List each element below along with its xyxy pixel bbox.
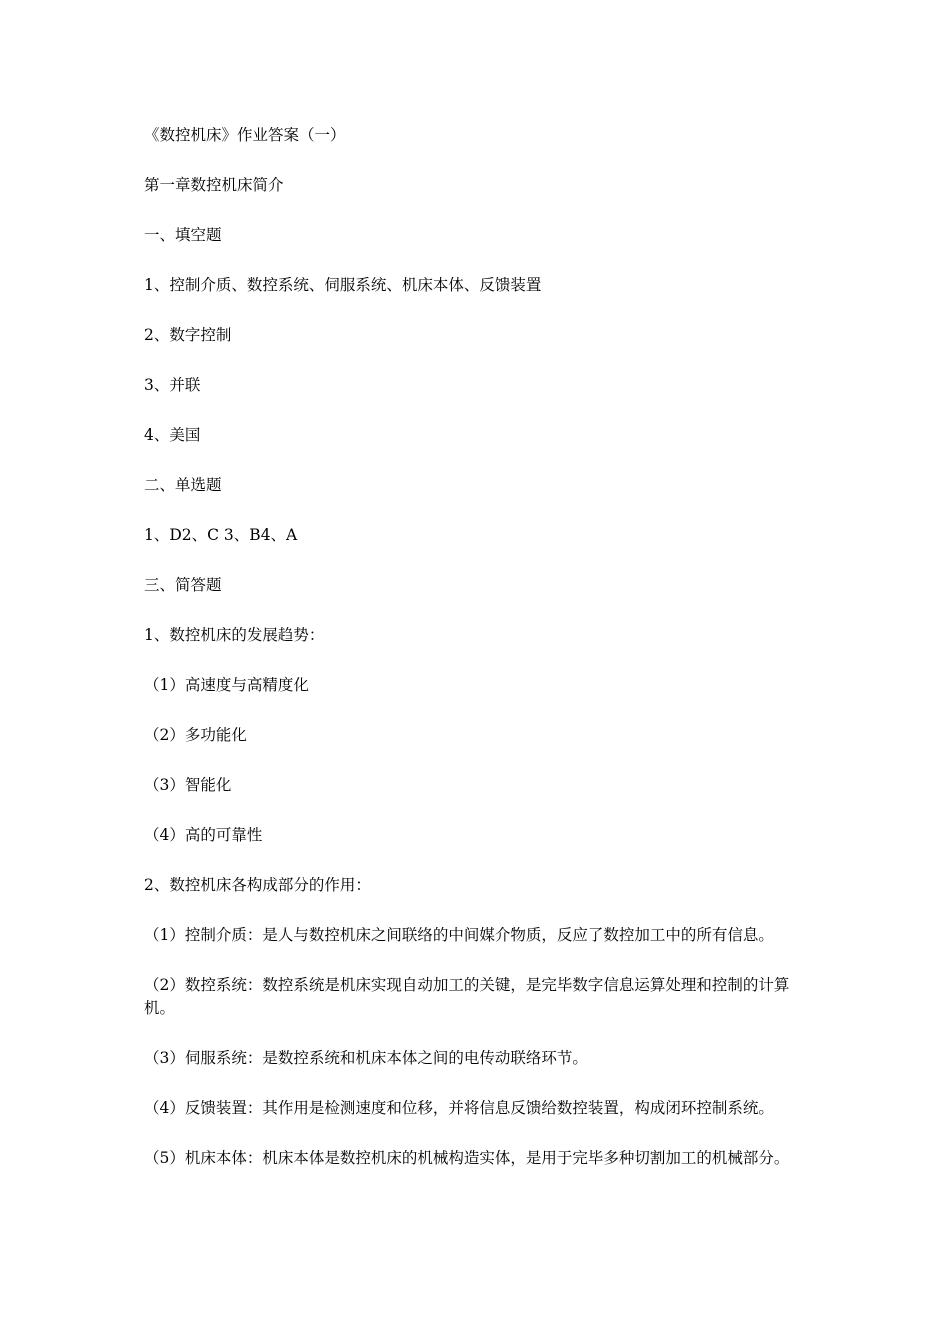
- document-body: [144, 124, 814, 1197]
- fill-answer-3: 3、并联: [144, 376, 201, 394]
- fill-answer-1: 1、控制介质、数控系统、伺服系统、机床本体、反馈装置: [144, 276, 542, 294]
- chapter-heading: 第一章数控机床简介: [144, 176, 284, 194]
- section-heading-short-answer: 三、简答题: [144, 576, 222, 594]
- fill-answer-4: 4、美国: [144, 426, 201, 444]
- section-heading-fill-in: 一、填空题: [144, 226, 222, 244]
- document-title: 《数控机床》作业答案（一）: [144, 126, 346, 144]
- q2-item-2: （2）数控系统：数控系统是机床实现自动加工的关键，是完毕数字信息运算处理和控制的计算机。: [144, 976, 790, 1017]
- q2-item-3: （3）伺服系统：是数控系统和机床本体之间的电传动联络环节。: [144, 1049, 588, 1067]
- q1-item-4: （4）高的可靠性: [144, 826, 263, 844]
- q1-item-1: （1）高速度与高精度化: [144, 676, 309, 694]
- q1-item-2: （2）多功能化: [144, 726, 247, 744]
- q2-item-4: （4）反馈装置：其作用是检测速度和位移，并将信息反馈给数控装置，构成闭环控制系统。: [144, 1099, 774, 1117]
- q1-item-3: （3）智能化: [144, 776, 232, 794]
- question-2: 2、数控机床各构成部分的作用：: [144, 876, 371, 894]
- q2-item-5: （5）机床本体：机床本体是数控机床的机械构造实体，是用于完毕多种切割加工的机械部分。: [144, 1149, 790, 1167]
- fill-answer-2: 2、数字控制: [144, 326, 232, 344]
- q2-item-1: （1）控制介质：是人与数控机床之间联络的中间媒介物质，反应了数控加工中的所有信息。: [144, 926, 774, 944]
- question-1: 1、数控机床的发展趋势：: [144, 626, 325, 644]
- section-heading-single-choice: 二、单选题: [144, 476, 222, 494]
- single-choice-answers: 1、D2、C 3、B4、A: [144, 526, 298, 544]
